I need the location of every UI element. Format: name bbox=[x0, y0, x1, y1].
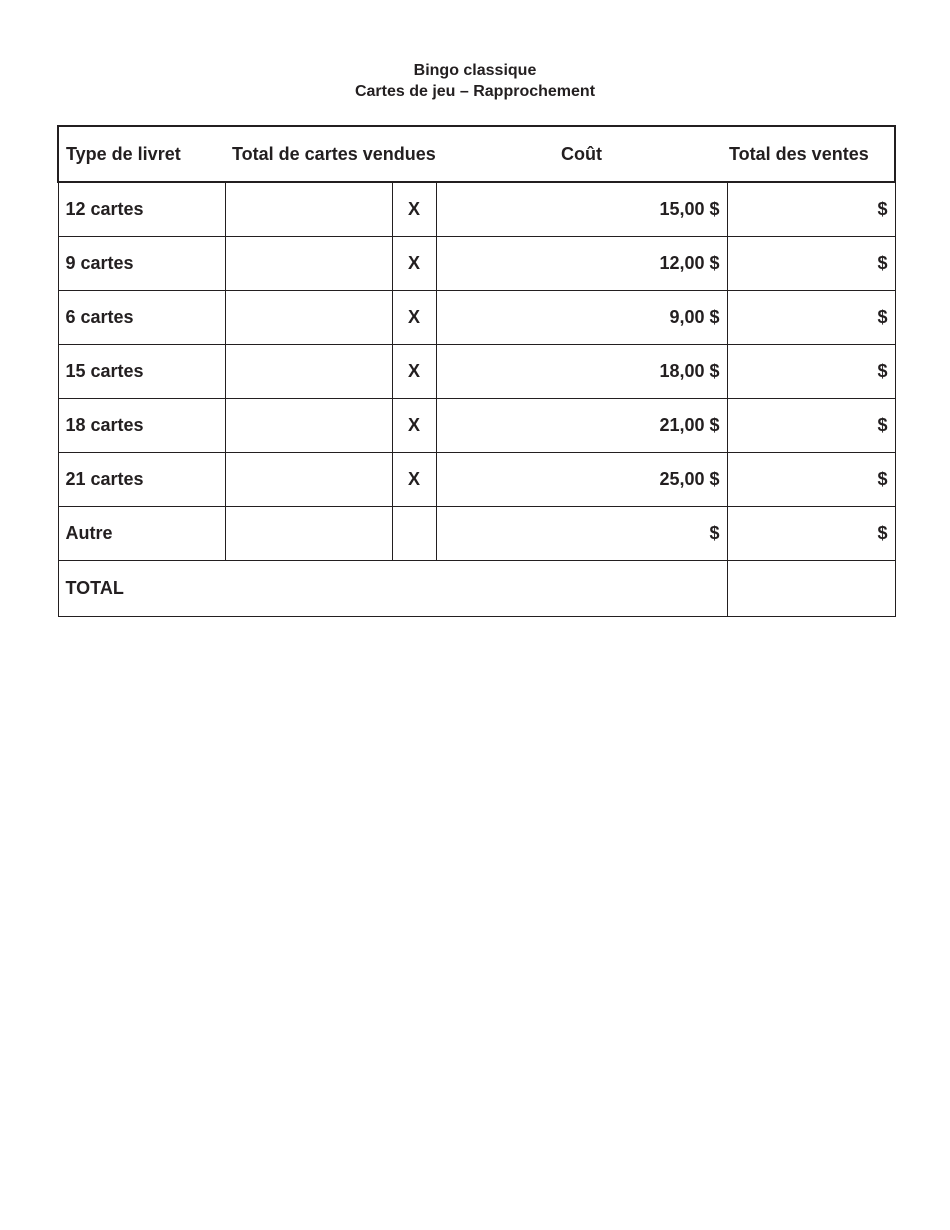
table-row bbox=[58, 236, 895, 290]
cards-sold-field[interactable] bbox=[225, 344, 392, 398]
booklet-type: 6 cartes bbox=[58, 290, 225, 344]
sales-total-field[interactable]: $ bbox=[727, 290, 895, 344]
grand-total-field[interactable] bbox=[727, 560, 895, 616]
cards-sold-field[interactable] bbox=[225, 182, 392, 236]
booklet-type: Autre bbox=[58, 506, 225, 560]
cards-sold-field[interactable] bbox=[225, 398, 392, 452]
multiply-sign: X bbox=[392, 290, 436, 344]
cards-sold-field[interactable] bbox=[225, 290, 392, 344]
document-title: Bingo classique bbox=[413, 62, 537, 79]
cards-sold-field[interactable] bbox=[225, 506, 392, 560]
table-row bbox=[58, 452, 895, 506]
document-subtitle: Cartes de jeu – Rapprochement bbox=[354, 83, 596, 100]
multiply-sign bbox=[392, 506, 436, 560]
table-header-row bbox=[58, 126, 895, 182]
sales-total-field[interactable]: $ bbox=[727, 506, 895, 560]
booklet-cost: 25,00 $ bbox=[436, 452, 727, 506]
column-header-cost: Coût bbox=[436, 126, 727, 182]
multiply-sign: X bbox=[392, 236, 436, 290]
multiply-sign: X bbox=[392, 182, 436, 236]
other-cost-field[interactable]: $ bbox=[436, 506, 727, 560]
sales-total-field[interactable]: $ bbox=[727, 344, 895, 398]
total-row bbox=[58, 560, 895, 616]
booklet-cost: 9,00 $ bbox=[436, 290, 727, 344]
multiply-sign: X bbox=[392, 398, 436, 452]
booklet-cost: 18,00 $ bbox=[436, 344, 727, 398]
table-row bbox=[58, 344, 895, 398]
column-header-type: Type de livret bbox=[58, 126, 225, 182]
booklet-type: 9 cartes bbox=[58, 236, 225, 290]
table-row bbox=[58, 506, 895, 560]
cards-sold-field[interactable] bbox=[225, 236, 392, 290]
booklet-type: 15 cartes bbox=[58, 344, 225, 398]
booklet-type: 21 cartes bbox=[58, 452, 225, 506]
sales-total-field[interactable]: $ bbox=[727, 182, 895, 236]
booklet-cost: 12,00 $ bbox=[436, 236, 727, 290]
booklet-cost: 21,00 $ bbox=[436, 398, 727, 452]
table-row bbox=[58, 182, 895, 236]
reconciliation-table bbox=[57, 125, 896, 617]
multiply-sign: X bbox=[392, 344, 436, 398]
total-label: TOTAL bbox=[58, 560, 727, 616]
booklet-type: 18 cartes bbox=[58, 398, 225, 452]
sales-total-field[interactable]: $ bbox=[727, 452, 895, 506]
sales-total-field[interactable]: $ bbox=[727, 398, 895, 452]
table-row bbox=[58, 398, 895, 452]
sales-total-field[interactable]: $ bbox=[727, 236, 895, 290]
booklet-type: 12 cartes bbox=[58, 182, 225, 236]
cards-sold-field[interactable] bbox=[225, 452, 392, 506]
booklet-cost: 15,00 $ bbox=[436, 182, 727, 236]
document-header bbox=[0, 60, 950, 102]
table-row bbox=[58, 290, 895, 344]
column-header-sold: Total de cartes vendues bbox=[225, 126, 436, 182]
column-header-total-sales: Total des ventes bbox=[727, 126, 895, 182]
multiply-sign: X bbox=[392, 452, 436, 506]
